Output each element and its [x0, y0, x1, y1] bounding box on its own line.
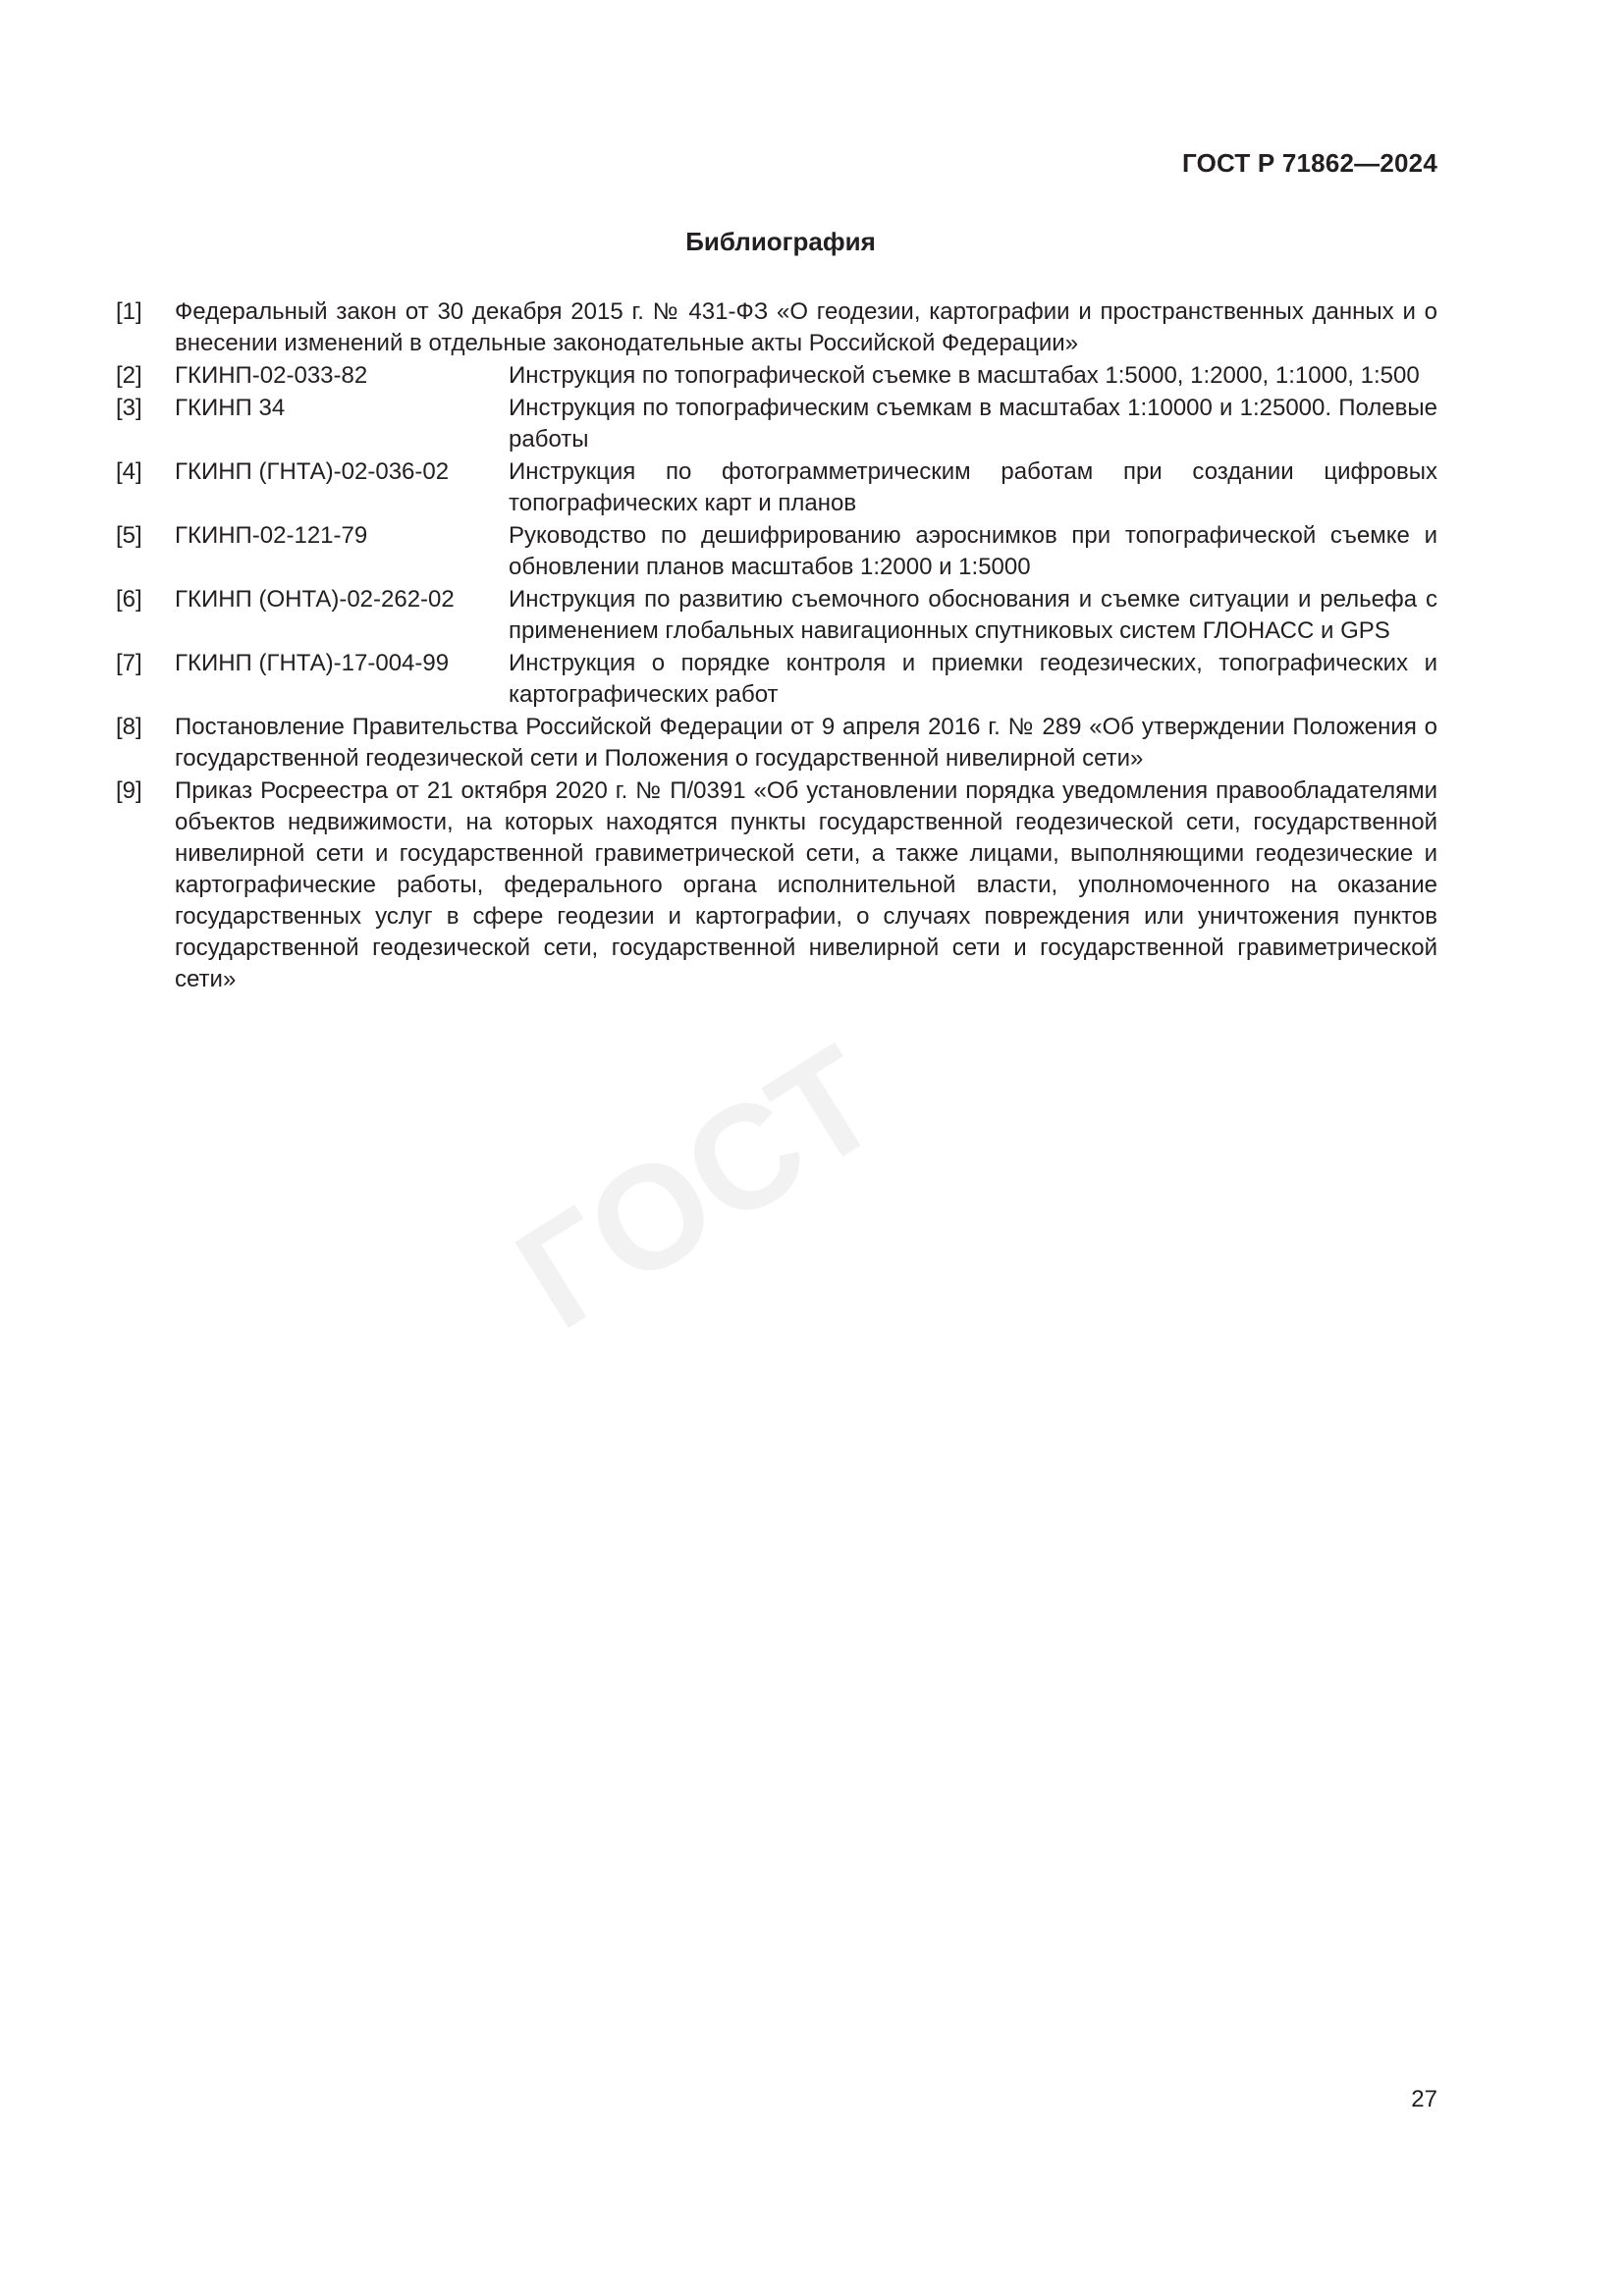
- reference-title: Инструкция о порядке контроля и приемки геодезических, топографических и картографических работ: [509, 650, 1437, 708]
- reference-title: Инструкция по топографической съемке в масштабах 1:5000, 1:2000, 1:1000, 1:500: [509, 362, 1420, 389]
- reference-title: Руководство по дешифрированию аэроснимков при топографической съемке и обновлении планов масштабов 1:2000 и 1:5000: [509, 522, 1437, 580]
- reference-title: Инструкция по фотограмметрическим работам при создании цифровых топографических карт и планов: [509, 458, 1437, 516]
- background-watermark: ГОСТ: [489, 1014, 907, 1361]
- reference-item: [116, 712, 1437, 774]
- bibliography-list: [116, 296, 1437, 996]
- reference-text: Федеральный закон от 30 декабря 2015 г. № 431-ФЗ «О геодезии, картографии и пространственных данных и о внесении изменений в отдельные законодательные акты Российской Федерации»: [175, 298, 1437, 356]
- document-code: ГОСТ Р 71862—2024: [1182, 148, 1437, 178]
- reference-number: [3]: [116, 395, 142, 421]
- reference-number: [9]: [116, 777, 142, 804]
- reference-code: ГКИНП (ГНТА)-17-004-99: [175, 650, 450, 676]
- reference-number: [8]: [116, 714, 142, 740]
- reference-code: ГКИНП-02-033-82: [175, 362, 368, 389]
- reference-item: [116, 520, 1437, 583]
- reference-title: Инструкция по топографическим съемкам в масштабах 1:10000 и 1:25000. Полевые работы: [509, 395, 1437, 453]
- reference-text: Постановление Правительства Российской Федерации от 9 апреля 2016 г. № 289 «Об утверждении Положения о государственной геодезической сети и Положения о государственной нивелирной сети»: [175, 714, 1437, 772]
- reference-text: Приказ Росреестра от 21 октября 2020 г. № П/0391 «Об установлении порядка уведомления правообладателями объектов недвижимости, на которых находятся пункты государственной геодезической сети, государственной нивелирной сети и государственной гравиметрической сети, а также лицами, выполняющими геодезические и картографические работы, федерального органа исполнительной власти, уполномоченного на оказание государственных услуг в сфере геодезии и картографии, о случаях повреждения или уничтожения пунктов государственной геодезической сети, государственной нивелирной сети и государственной гравиметрической сети»: [175, 777, 1437, 992]
- reference-number: [6]: [116, 586, 142, 613]
- page-title: Библиография: [685, 227, 876, 256]
- reference-item: [116, 296, 1437, 359]
- reference-item: [116, 648, 1437, 711]
- reference-code: ГКИНП (ОНТА)-02-262-02: [175, 586, 455, 613]
- reference-number: [2]: [116, 362, 142, 389]
- reference-code: ГКИНП (ГНТА)-02-036-02: [175, 458, 450, 485]
- reference-item: [116, 456, 1437, 519]
- reference-code: ГКИНП 34: [175, 395, 286, 421]
- reference-number: [7]: [116, 650, 142, 676]
- reference-item: [116, 775, 1437, 995]
- reference-number: [1]: [116, 298, 142, 325]
- reference-number: [4]: [116, 458, 142, 485]
- page-number: 27: [1411, 2086, 1437, 2112]
- reference-item: [116, 584, 1437, 647]
- reference-item: [116, 360, 1437, 392]
- reference-code: ГКИНП-02-121-79: [175, 522, 368, 549]
- reference-number: [5]: [116, 522, 142, 549]
- reference-item: [116, 393, 1437, 455]
- reference-title: Инструкция по развитию съемочного обоснования и съемке ситуации и рельефа с применением глобальных навигационных спутниковых систем ГЛОНАСС и GPS: [509, 586, 1437, 644]
